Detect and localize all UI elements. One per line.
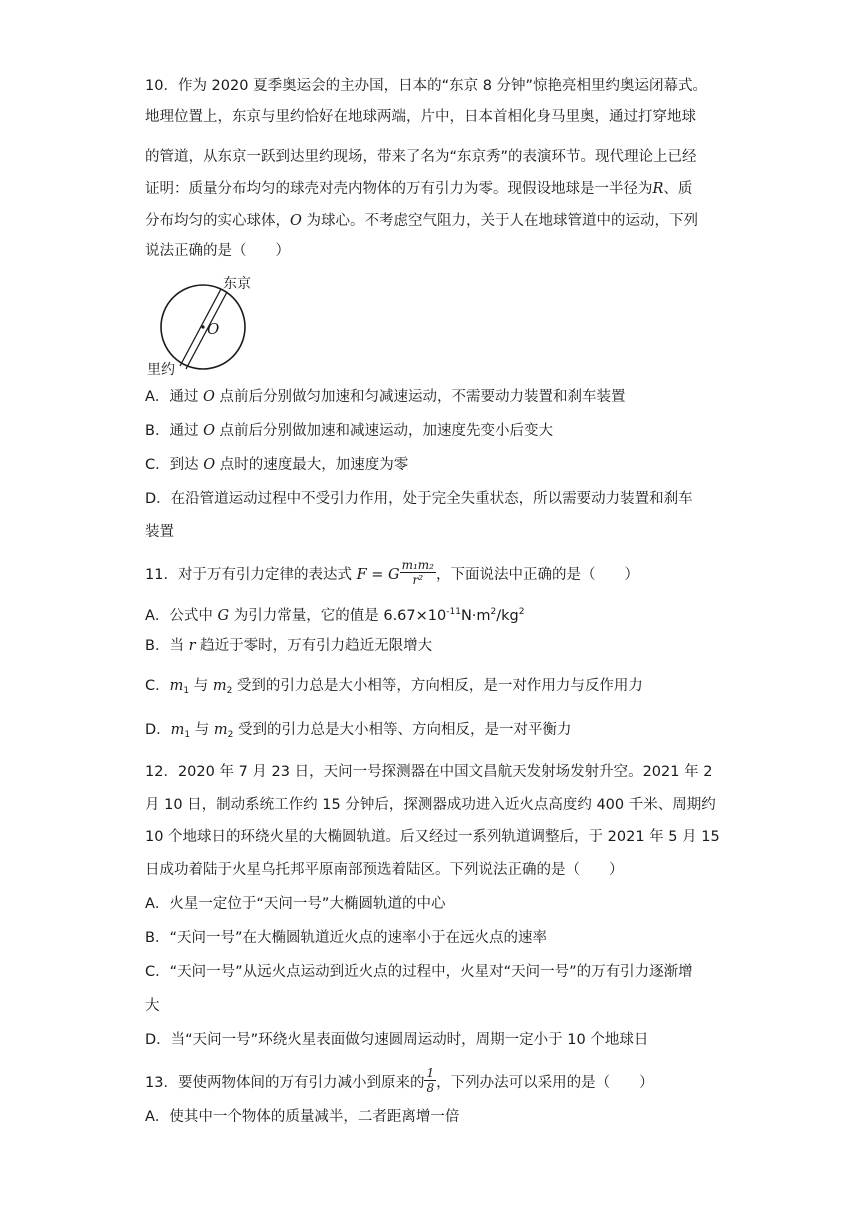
q13-stem: 13．要使两物体间的万有引力减小到原来的 $\frac{1}{8}$ ，下列办法可以采用的是（ ）: [145, 1066, 654, 1095]
figure-label-tokyo: 东京: [223, 276, 251, 292]
q12-option-d: D．当“天问一号”环绕火星表面做匀速圆周运动时，周期一定小于 10 个地球日: [145, 1032, 649, 1048]
q10-option-b: B．通过 O 点前后分别做加速和减速运动，加速度先变小后变大: [145, 423, 554, 439]
q12-option-c-line-2: 大: [145, 998, 160, 1014]
q12-line-4: 日成功着陆于火星乌托邦平原南部预选着陆区。下列说法正确的是（ ）: [145, 862, 624, 878]
figure-label-center: O: [207, 320, 220, 338]
q12-option-a: A．火星一定位于“天问一号”大椭圆轨道的中心: [145, 896, 446, 912]
q10-line-1: 10．作为 2020 夏季奥运会的主办国，日本的“东京 8 分钟”惊艳亮相里约奥运闭幕式。: [145, 78, 708, 94]
q12-line-1: 12．2020 年 7 月 23 日，天问一号探测器在中国文昌航天发射场发射升空。2021 年 2: [145, 764, 713, 780]
q12-option-c-line-1: C．“天问一号”从远火点运动到近火点的过程中，火星对“天问一号”的万有引力逐渐增: [145, 964, 693, 980]
center-point: [201, 325, 204, 328]
q11-stem: 11．对于万有引力定律的表达式 F = G $\frac{\text{m₁m₂}}{\text{r²}}$ ，下面说法中正确的是（ ）: [145, 558, 639, 587]
q11-option-d: D．$m_1$ 与 $m_2$ 受到的引力总是大小相等、方向相反，是一对平衡力: [145, 722, 572, 740]
formula-fraction: $\frac{\text{m₁m₂}}{\text{r²}}$: [401, 558, 434, 587]
fraction-one-eighth: $\frac{1}{8}$: [426, 1066, 435, 1095]
earth-tunnel-diagram: [143, 270, 263, 380]
q12-option-b: B．“天问一号”在大椭圆轨道近火点的速率小于在远火点的速率: [145, 930, 547, 946]
formula-lhs: F = G: [356, 567, 400, 583]
q10-line-6: 说法正确的是（ ）: [145, 243, 290, 259]
symbol-R: R: [652, 181, 664, 197]
q10-line-5: 分布均匀的实心球体，O 为球心。不考虑空气阻力，关于人在地球管道中的运动，下列: [145, 213, 698, 229]
q10-option-d-line-2: 装置: [145, 524, 174, 540]
q12-line-2: 月 10 日，制动系统工作约 15 分钟后，探测器成功进入近火点高度约 400 千米、周期约: [145, 797, 716, 813]
q10-line-3: 的管道，从东京一跃到达里约现场，带来了名为“东京秀”的表演环节。现代理论上已经: [145, 149, 697, 165]
q11-option-c: C．$m_1$ 与 $m_2$ 受到的引力总是大小相等，方向相反，是一对作用力与反作用力: [145, 678, 643, 696]
q13-option-a: A．使其中一个物体的质量减半，二者距离增一倍: [145, 1109, 460, 1125]
q11-option-a: A．公式中 G 为引力常量，它的值是 $6.67\times 10^{-11}N\cdot m^2/kg^2$: [145, 607, 525, 624]
earth-tunnel-figure: [143, 270, 263, 384]
q10-line-4: 证明：质量分布均匀的球壳对壳内物体的万有引力为零。现假设地球是一半径为R、质: [145, 181, 693, 197]
q10-option-c: C．到达 O 点时的速度最大，加速度为零: [145, 457, 409, 473]
q10-line-2: 地理位置上，东京与里约恰好在地球两端，片中，日本首相化身马里奥，通过打穿地球: [145, 109, 696, 125]
figure-label-rio: 里约: [147, 362, 175, 378]
q12-line-3: 10 个地球日的环绕火星的大椭圆轨道。后又经过一系列轨道调整后，于 2021 年 5 月 15: [145, 829, 720, 845]
q10-option-a: A．通过 O 点前后分别做匀加速和匀减速运动，不需要动力装置和刹车装置: [145, 389, 626, 405]
q10-option-d-line-1: D．在沿管道运动过程中不受引力作用，处于完全失重状态，所以需要动力装置和刹车: [145, 491, 693, 507]
symbol-O: O: [290, 213, 302, 229]
q11-option-b: B．当 r 趋近于零时，万有引力趋近无限增大: [145, 638, 433, 654]
